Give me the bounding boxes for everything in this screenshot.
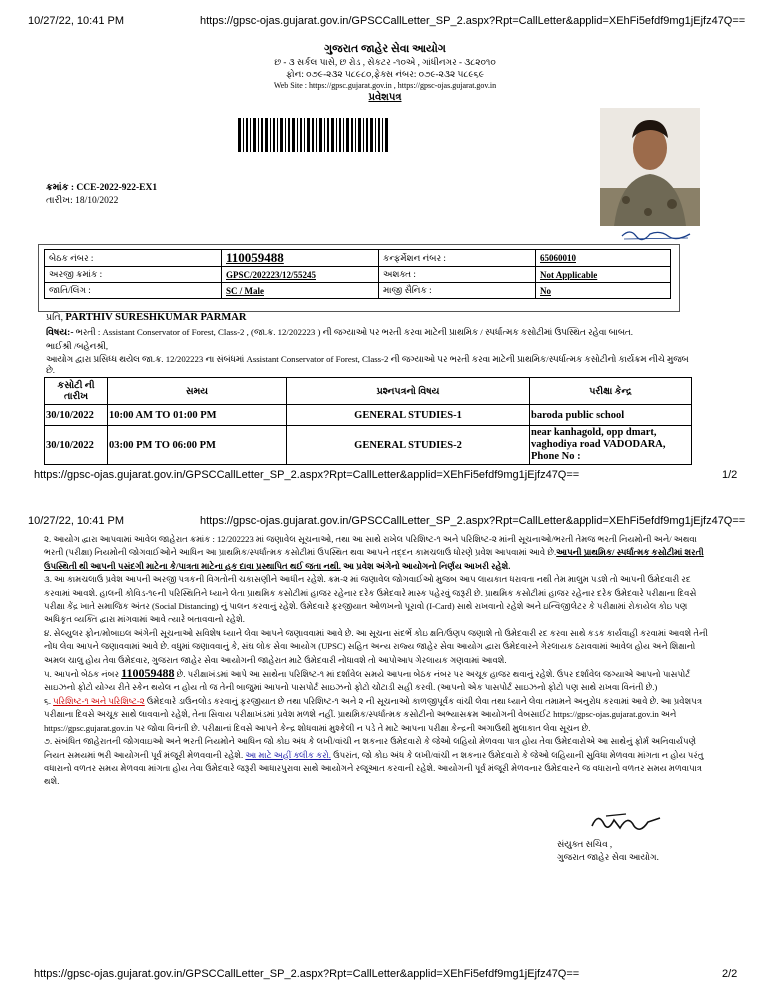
intro-text: આયોગ દ્વારા પ્રસિધ્ધ થયેલ જા.ક્ર. 12/202223 ના સંબંધમાં Assistant Conservator of Forest, Class-2 ની જગ્યાઓ પર ભરતી કરવા માટેની પ્રાથમિક/સ્પર્ધાત્મક કસોટીનો કાર્યક્રમ નીચે મુજબ છે. — [46, 353, 689, 375]
schedule-row — [45, 405, 692, 426]
ex-serviceman-value: No — [536, 283, 671, 299]
instructions — [44, 533, 710, 789]
ref-kramank: ક્રમાંક : CCE-2022-922-EX1 — [46, 183, 158, 193]
application-number: GPSC/202223/12/55245 — [222, 267, 379, 283]
disability-value: Not Applicable — [536, 267, 671, 283]
seat-number: 110059488 — [222, 250, 379, 267]
candidate-signature — [620, 226, 692, 242]
barcode — [238, 118, 388, 152]
exam-time: 03:00 PM TO 06:00 PM — [108, 426, 287, 465]
instruction-5: ૫. આપનો બેઠક નંબર 110059488 છે. પરીક્ષાખંડમાં આપે આ સાથેના પરિશિષ્ટ-૧ માં દર્શાવેલ સમયે આપના બેઠક નંબર પર અચૂક હાજર થવાનું રહેશે. ઉપર દર્શાવેલ જગ્યાએ આપનો પાસપોર્ટ સાઇઝનો ફોટો યોગ્ય રીતે સ્કેન થયેલ ન હોય તો જ તેની બાજુમાં આપનો પાસપોર્ટ સાઇઝનો ફોટો ચોંટાડી સહી કરવી. (આપનો એક પાસપોર્ટ સાઇઝનો ફોટો પણ સાથે રાખવા વિનંતી છે.) — [44, 666, 691, 693]
ref-date: તારીખ: 18/10/2022 — [46, 196, 119, 206]
org-address: છ - ૩ સર્કલ પાસે, છ રોડ , સેકટર -૧૦એ , ગાંધીનગર - ૩૮૨૦૧૦ — [274, 57, 496, 67]
page-number: 1/2 — [722, 469, 738, 481]
org-contact: ફોન: ૦૭૯-૨૩૨ ૫૮૯૮૦,ફેક્સ નંબર: ૦૭૯-૨૩૨ ૫૮૯૬૯ — [285, 69, 485, 79]
schedule-table — [44, 377, 692, 465]
col-date: કસોટી ની તારીખ — [45, 378, 108, 405]
exam-time: 10:00 AM TO 01:00 PM — [108, 405, 287, 426]
signatory-title: સંયુક્ત સચિવ , — [557, 839, 613, 849]
instruction-2: ૨. આયોગ દ્વારા આપવામાં આવેલ જાહેરાત ક્રમાંક : 12/202223 માં જણાવેલ સૂચનાઓ, તથા આ સાથે રાખેલ પરિશિષ્ટ-૧ અને પરિશિષ્ટ-૨ માંની સૂચનાઓ/ભરતી તેમજ ભરતી નિયમોની અને/ અથવા ભરતી (પરીક્ષા) નિયમોની જોગવાઈઓને આધિન આ પ્રાથમિક/સ્પર્ધાત્મક કસોટીમાં ઉપસ્થિત થવા આપને તદ્દન કામચલાઉ ધોરણે પ્રવેશ આપવામાં આવે છે.આપની પ્રાથમિક/ સ્પર્ધાત્મક કસોટીમાં શરતી ઉપસ્થિતી થી આપની પસંદગી માટેના કે/પાત્રતા માટેના હક દાવા પ્રસ્થાપિત થઈ જતા નથી. આ પ્રવેશ અંગેનો આયોગનો નિર્ણય આખરી રહેશે. — [44, 534, 704, 571]
ex-serviceman-label: માજી સૈનિક : — [379, 283, 536, 299]
org-website: Web Site : https://gpsc.gujarat.gov.in , https://gpsc-ojas.gujarat.gov.in — [273, 81, 497, 90]
org-name: ગુજરાત જાહેર સેવા આયોગ — [324, 43, 446, 55]
exam-subject: GENERAL STUDIES-2 — [287, 426, 530, 465]
to-prefix: પ્રતિ, — [46, 313, 63, 323]
instruction-6: ૬. પરિશિષ્ટ-૧ અને પરિશિષ્ટ-૨ ઉમેદવારે ડાઉનલોડ કરવાનું ફરજીયાત છે તથા પરિશિષ્ટ-૧ અને ૨ ની સૂચનાઓ કાળજીપૂર્વક વાંચી લેવા તથા ધ્યાને લેવા તમામને અનુરોધ કરવામાં આવે છે. આ પ્રવેશપત્ર પરીક્ષાના દિવસે અચૂક સાથે લાવવાનો રહેશે, તેના સિવાય પરીક્ષાખંડમાં પ્રવેશ મળશે નહીં. પ્રાથમિક/સ્પર્ધાત્મક કસોટીનો અભ્યાસક્રમ આયોગની વેબસાઈટ https://gpsc-ojas.gujarat.gov.in અને https://gpsc.gujarat.gov.in પર જોવા વિનંતી છે. પરીક્ષાનાં દિવસે આપને કેન્દ્ર શોધવામાં મુશ્કેલી ન પડે તે માટે આપના પરીક્ષા કેન્દ્રની અગાઉથી મુલાકાત લેવા સૂચન છે. — [44, 695, 703, 733]
col-centre: પરીક્ષા કેન્દ્ર — [530, 378, 692, 405]
print-url: https://gpsc-ojas.gujarat.gov.in/GPSCCallLetter_SP_2.aspx?Rpt=CallLetter&applid=XEhFi5efdf9mg1jEjfz47Q== — [200, 15, 746, 27]
scribe-form-link[interactable]: આ માટે અહીં ક્લીક કરો. — [245, 749, 331, 760]
secretary-signature — [586, 806, 664, 836]
info-row — [45, 267, 671, 283]
subject-text: ભરતી : Assistant Conservator of Forest, Class-2 , (જા.ક્ર. 12/202223 ) ની જગ્યાઓ પર ભરતી કરવા માટેની પ્રાથમિક / સ્પર્ધાત્મક કસોટીમાં ઉપસ્થિત રહેવા બાબત. — [73, 326, 633, 337]
candidate-name: PARTHIV SURESHKUMAR PARMAR — [65, 312, 247, 323]
confirmation-label: કન્ફર્મેશન નંબર : — [379, 250, 536, 267]
schedule-row — [45, 426, 692, 465]
col-subject: પ્રશ્નપત્રનો વિષય — [287, 378, 530, 405]
seat-label: બેઠક નંબર : — [45, 250, 222, 267]
application-label: અરજી ક્રમાંક : — [45, 267, 222, 283]
print-url: https://gpsc-ojas.gujarat.gov.in/GPSCCallLetter_SP_2.aspx?Rpt=CallLetter&applid=XEhFi5efdf9mg1jEjfz47Q== — [200, 515, 746, 527]
info-box — [38, 244, 680, 312]
category-value: SC / Male — [222, 283, 379, 299]
signatory-org: ગુજરાત જાહેર સેવા આયોગ. — [557, 852, 659, 862]
instruction-7: ૭. સંબંધિત જાહેરાતની જોગવાઇઓ અને ભરતી નિયમોને આધિન જો કોઇ અંધ કે લખી/વાંચી ન શકનાર ઉમેદવારો કે જેઓ લહિયો મેળવવા પાત્ર હોય તેવા ઉમેદવારોએ આ સાથેનું ફોર્મ અનિવાર્યપણે નિયત સમયમાં ભરી આયોગની પૂર્વ મંજૂરી મેળવવાની રહેશે. આ માટે અહીં ક્લીક કરો. ઉપરાંત, જો કોઇ અંધ કે લખી/વાંચી ન શકનાર ઉમેદવારો કે જેઓ લહિયાની સુવિધા મેળવવા માંગતા ન હોય પરંતુ વધારાનો વળતર સમય મેળવવા માંગતા હોય તેવા ઉમેદવારે જરૂરી આધારપુરાવા સાથે આયોગને રજૂઆત કરવાની રહેશે. આયોગની પૂર્વ મંજૂરી મેળવનાર ઉમેદવારને જ વધારાનો વળતર સમય મળવાપાત્ર થશે. — [44, 736, 704, 787]
seat-number-inline: 110059488 — [121, 666, 175, 681]
instruction-3: ૩. આ કામચલાઉ પ્રવેશ આપની અરજી પત્રકની વિગતોની ચકાસણીને આધીન રહેશે. ક્રમ-૨ માં જણાવેલ જોગવાઈઓ મુજબ આપ લાયકાત ધરાવતા નથી તેમ માલુમ પડશે તો આપની ઉમેદવારી રદ કરવામાં આવશે. હાલની કોવિડ-૧૯ની પરિસ્થિતિને ધ્યાને લેતા પ્રાથમિક કસોટીમાં હાજર રહેનાર દરેક ઉમેદવારે માસ્ક પહેરવું જરૂરી છે. પ્રાથમિક કસોટીમાં હાજર રહેનાર દરેક ઉમેદવારે પરીક્ષાના દિવસે પરીક્ષા કેંદ્ર ખાતે સમાજિક અંતર (Social Distancing) નું પાલન કરવાનું રહેશે. ઉમેદવારે ફરજીયાત ઓળખનો પૂરાવો (I-Card) સાથે રાખવાનો રહેશે અને ઇન્વિજીલેટર કે પરીક્ષામાં રોકાયેલ કોઇ પણ અધિકૃત વ્યક્તિ દ્વારા માંગવામાં આવે ત્યારે બતાવવાનો રહેશે. — [44, 574, 697, 625]
confirmation-number: 65060010 — [536, 250, 671, 267]
info-row — [45, 250, 671, 267]
page-number: 2/2 — [722, 968, 738, 980]
instruction-4: ૪. સેલ્યુલર ફોન/મોબાઇલ અંગેની સૂચનાઓ સવિશેષ ધ્યાને લેવા આપને જણાવવામાં આવે છે. આ સૂચના સંદર્ભે કોઇ ક્ષતિ/ઉણપ જણાશે તો ઉમેદવારી રદ કરવા સાથે કડક કાર્યવાહી કરવામાં આવશે તેની નોંધ લેવા આપને જણાવવામાં આવે છે. વધુમાં જણાવવાનું કે, સંઘ લોક સેવા આયોગ (UPSC) સહિત અન્ય રાજ્ય જાહેર સેવા આયોગ દ્વારા ઉમેદવારને ગેરલાયક ઠરાવવામાં આવેલ હોય અને શિક્ષાનો અમલ ચાલુ હોય તેવા ઉમેદવાર, ગુજરાત જાહેર સેવા આયોગની જાહેરાત માટે ઉમેદવારી નોંધાવશે તો આપોઆપ ગેરલાયક ગણવામાં આવશે. — [44, 627, 708, 665]
annexure-link[interactable]: પરિશિષ્ટ-૧ અને પરિશિષ્ટ-૨ — [53, 695, 145, 706]
exam-subject: GENERAL STUDIES-1 — [287, 405, 530, 426]
col-time: સમય — [108, 378, 287, 405]
print-datetime: 10/27/22, 10:41 PM — [28, 15, 125, 27]
exam-centre: near kanhagold, opp dmart, vaghodiya road VADODARA, Phone No : — [530, 426, 692, 465]
doc-title: પ્રવેશપત્ર — [368, 92, 402, 103]
exam-date: 30/10/2022 — [45, 405, 108, 426]
disability-label: અશક્ત : — [379, 267, 536, 283]
greeting: ભાઈશ્રી /બહેનશ્રી, — [46, 341, 109, 351]
candidate-photo — [600, 108, 700, 226]
instruction-2-emphasis: આપની પ્રાથમિક/ સ્પર્ધાત્મક કસોટીમાં શરતી ઉપસ્થિતી થી આપની પસંદગી માટેના કે/પાત્રતા માટેના હક દાવા પ્રસ્થાપિત થઈ જતા નથી. — [44, 547, 704, 571]
info-row — [45, 283, 671, 299]
exam-date: 30/10/2022 — [45, 426, 108, 465]
print-datetime: 10/27/22, 10:41 PM — [28, 515, 125, 527]
category-label: જાતિ/લિંગ : — [45, 283, 222, 299]
schedule-header-row — [45, 378, 692, 405]
subject-label: વિષય:- — [46, 327, 74, 338]
exam-centre: baroda public school — [530, 405, 692, 426]
footer-url: https://gpsc-ojas.gujarat.gov.in/GPSCCallLetter_SP_2.aspx?Rpt=CallLetter&applid=XEhFi5efdf9mg1jEjfz47Q== — [34, 469, 580, 481]
footer-url: https://gpsc-ojas.gujarat.gov.in/GPSCCallLetter_SP_2.aspx?Rpt=CallLetter&applid=XEhFi5efdf9mg1jEjfz47Q== — [34, 968, 580, 980]
